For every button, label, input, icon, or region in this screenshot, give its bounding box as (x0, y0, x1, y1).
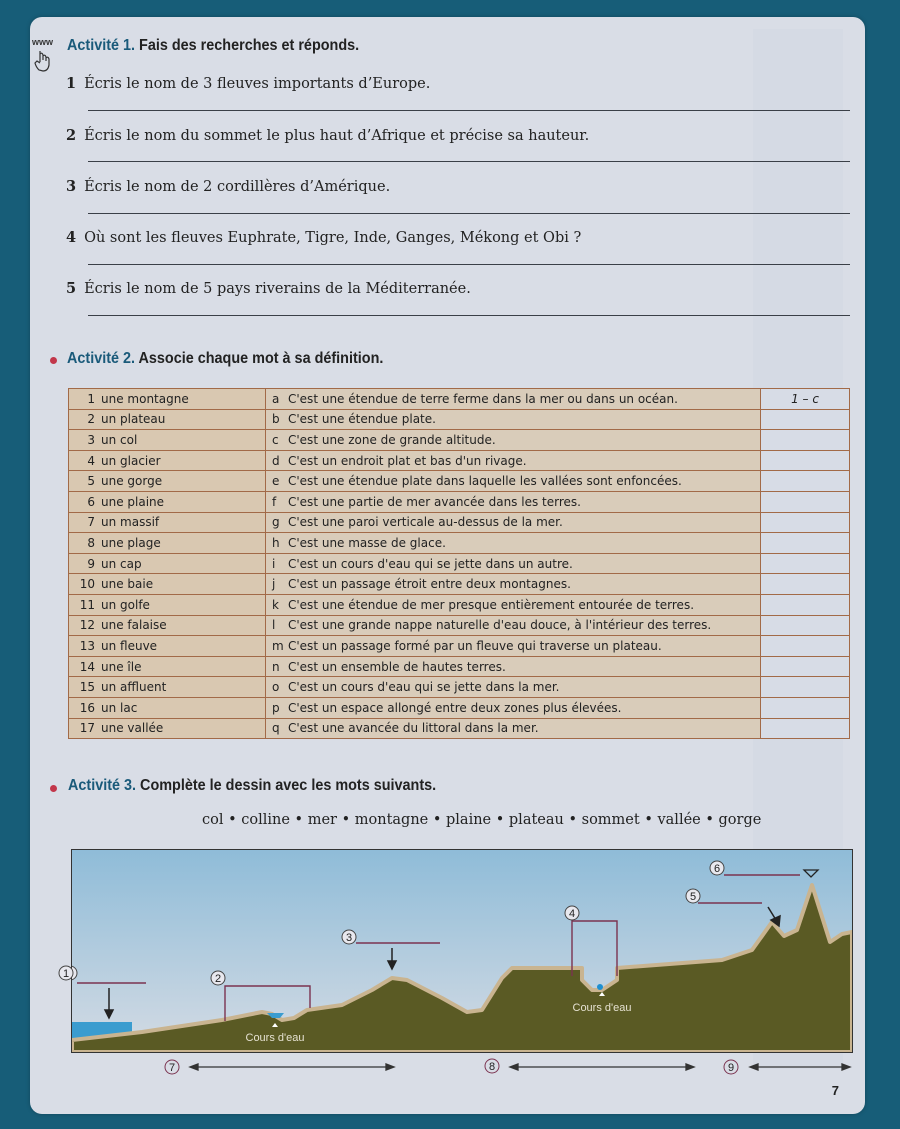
table-row (69, 389, 850, 410)
answer-cell[interactable] (761, 553, 850, 574)
relief-diagram (71, 849, 853, 1053)
answer-cell[interactable] (761, 594, 850, 615)
table-row (69, 677, 850, 698)
definition-letter: q (272, 721, 280, 736)
term-number: 12 (79, 618, 95, 633)
definition-letter: g (272, 515, 280, 530)
term-word: une plaine (101, 494, 165, 509)
definition-letter: o (272, 680, 280, 695)
definition-text: C'est une grande nappe naturelle d'eau douce, à l'intérieur des terres. (288, 618, 712, 633)
svg-text:Cours d'eau: Cours d'eau (572, 1002, 632, 1014)
activity3-title: Complète le dessin avec les mots suivants. (140, 777, 437, 794)
table-row (69, 430, 850, 451)
term-cell (69, 594, 266, 615)
answer-cell[interactable] (761, 656, 850, 677)
activity1-heading (67, 37, 359, 55)
activity2-title: Associe chaque mot à sa définition. (138, 350, 384, 367)
definition-text: C'est un passage formé par un fleuve qui traverse un plateau. (288, 638, 662, 653)
definition-text: C'est un passage étroit entre deux montagnes. (288, 577, 571, 592)
definition-text: C'est un endroit plat et bas d'un rivage. (288, 453, 527, 468)
term-word: un massif (101, 515, 160, 530)
table-row (69, 553, 850, 574)
table-row (69, 471, 850, 492)
term-cell (69, 677, 266, 698)
term-word: un affluent (101, 680, 167, 695)
term-number: 3 (87, 432, 95, 447)
answer-cell[interactable] (761, 574, 850, 595)
definition-cell (266, 491, 761, 512)
term-number: 10 (79, 577, 95, 592)
table-row (69, 491, 850, 512)
term-number: 8 (87, 535, 95, 550)
definition-cell (266, 677, 761, 698)
word-bank: col • colline • mer • montagne • plaine • plateau • sommet • vallée • gorge (202, 812, 762, 828)
term-number: 6 (87, 494, 95, 509)
table-row (69, 533, 850, 554)
term-number: 4 (87, 453, 95, 468)
answer-cell[interactable] (761, 718, 850, 739)
definition-text: C'est une étendue plate. (288, 412, 436, 427)
answer-cell[interactable] (761, 471, 850, 492)
svg-text:7: 7 (168, 1062, 176, 1074)
svg-text:8: 8 (488, 1061, 496, 1073)
table-row (69, 615, 850, 636)
answer-cell[interactable] (761, 636, 850, 657)
definition-cell (266, 697, 761, 718)
definition-text: C'est une partie de mer avancée dans les terres. (288, 494, 581, 509)
activity2-heading (67, 350, 383, 368)
definition-letter: l (272, 618, 276, 633)
definition-cell (266, 594, 761, 615)
definition-text: C'est un ensemble de hautes terres. (288, 659, 506, 674)
page-number: 7 (831, 1083, 839, 1098)
definition-cell (266, 636, 761, 657)
answer-line-5[interactable] (88, 315, 850, 316)
definition-text: C'est un cours d'eau qui se jette dans un autre. (288, 556, 573, 571)
term-number: 5 (87, 474, 95, 489)
definition-text: C'est une paroi verticale au-dessus de la mer. (288, 515, 563, 530)
table-row (69, 512, 850, 533)
bullet-icon (50, 785, 57, 792)
answer-cell[interactable] (761, 491, 850, 512)
svg-text:1: 1 (62, 968, 70, 980)
term-word: une baie (101, 577, 154, 592)
definition-text: C'est un espace allongé entre deux zones plus élevées. (288, 700, 622, 715)
definition-letter: e (272, 474, 280, 489)
svg-text:Cours d'eau: Cours d'eau (245, 1032, 305, 1044)
definition-text: C'est une étendue de mer presque entièrement entourée de terres. (288, 597, 695, 612)
definition-letter: b (272, 412, 280, 427)
term-word: un lac (101, 700, 138, 715)
table-row (69, 594, 850, 615)
definition-text: C'est une étendue de terre ferme dans la mer ou dans un océan. (288, 391, 678, 406)
term-number: 2 (87, 412, 95, 427)
term-cell (69, 409, 266, 430)
term-number: 16 (79, 700, 95, 715)
definition-text: C'est une masse de glace. (288, 535, 446, 550)
definition-cell (266, 409, 761, 430)
term-word: un golfe (101, 597, 150, 612)
definition-cell (266, 450, 761, 471)
table-row (69, 409, 850, 430)
question-3: 3 Écris le nom de 2 cordillères d’Amérique. (66, 178, 391, 195)
term-cell (69, 553, 266, 574)
term-cell (69, 389, 266, 410)
table-row (69, 574, 850, 595)
definition-letter: c (272, 432, 279, 447)
term-number: 14 (79, 659, 95, 674)
workbook-page (30, 17, 865, 1114)
definition-letter: m (272, 638, 284, 653)
table-row (69, 718, 850, 739)
term-number: 1 (87, 391, 95, 406)
definition-cell (266, 430, 761, 451)
question-5: 5 Écris le nom de 5 pays riverains de la Méditerranée. (66, 280, 471, 297)
definition-letter: p (272, 700, 280, 715)
definition-text: C'est un cours d'eau qui se jette dans la mer. (288, 680, 560, 695)
term-cell (69, 512, 266, 533)
answer-cell[interactable] (761, 615, 850, 636)
answer-cell[interactable] (761, 450, 850, 471)
answer-cell[interactable] (761, 533, 850, 554)
term-cell (69, 656, 266, 677)
term-cell (69, 471, 266, 492)
landscape-cross-section (72, 850, 852, 1052)
term-cell (69, 430, 266, 451)
question-4: 4 Où sont les fleuves Euphrate, Tigre, Inde, Ganges, Mékong et Obi ? (66, 229, 582, 246)
table-row (69, 636, 850, 657)
activity1-label: Activité 1. (67, 37, 136, 54)
definition-cell (266, 389, 761, 410)
svg-text:6: 6 (713, 863, 721, 875)
definition-letter: d (272, 453, 280, 468)
term-word: un cap (101, 556, 142, 571)
term-word: une plage (101, 535, 161, 550)
definition-cell (266, 656, 761, 677)
definition-cell (266, 471, 761, 492)
answer-cell[interactable] (761, 512, 850, 533)
definition-letter: j (272, 577, 276, 592)
term-word: une falaise (101, 618, 167, 633)
definition-letter: i (272, 556, 276, 571)
term-word: un plateau (101, 412, 166, 427)
term-word: un col (101, 432, 138, 447)
callout-1-badge (56, 963, 76, 983)
term-cell (69, 697, 266, 718)
term-cell (69, 450, 266, 471)
definition-letter: h (272, 535, 280, 550)
answer-cell[interactable] (761, 409, 850, 430)
term-cell (69, 636, 266, 657)
answer-cell[interactable] (761, 677, 850, 698)
svg-text:2: 2 (214, 973, 222, 985)
activity3-heading (68, 777, 436, 795)
definition-text: C'est une zone de grande altitude. (288, 432, 496, 447)
definition-letter: k (272, 597, 279, 612)
range-arrows (160, 1057, 860, 1077)
table-row (69, 697, 850, 718)
svg-text:9: 9 (727, 1062, 735, 1074)
answer-cell[interactable] (761, 697, 850, 718)
term-cell (69, 718, 266, 739)
definition-text: C'est une étendue plate dans laquelle les vallées sont enfoncées. (288, 474, 682, 489)
term-word: un glacier (101, 453, 161, 468)
table-row (69, 450, 850, 471)
term-number: 13 (79, 638, 95, 653)
question-1: 1 Écris le nom de 3 fleuves importants d’Europe. (66, 75, 431, 92)
pointing-hand-icon (34, 49, 56, 73)
term-cell (69, 615, 266, 636)
table-row (69, 656, 850, 677)
definition-cell (266, 512, 761, 533)
term-word: un fleuve (101, 638, 158, 653)
definition-cell (266, 718, 761, 739)
activity1-title: Fais des recherches et réponds. (139, 37, 360, 54)
term-word: une gorge (101, 474, 163, 489)
answer-line-1[interactable] (88, 110, 850, 111)
term-cell (69, 574, 266, 595)
answer-line-3[interactable] (88, 213, 850, 214)
activity2-label: Activité 2. (67, 350, 136, 367)
term-word: une île (101, 659, 142, 674)
definition-cell (266, 553, 761, 574)
activity3-label: Activité 3. (68, 777, 137, 794)
matching-table (68, 388, 850, 739)
term-cell (69, 491, 266, 512)
definition-text: C'est une avancée du littoral dans la mer. (288, 721, 539, 736)
term-number: 9 (87, 556, 95, 571)
svg-text:3: 3 (345, 932, 353, 944)
definition-cell (266, 615, 761, 636)
term-word: une montagne (101, 391, 189, 406)
answer-cell[interactable]: 1 – c (761, 389, 850, 410)
definition-letter: f (272, 494, 277, 509)
svg-text:5: 5 (689, 891, 697, 903)
term-word: une vallée (101, 721, 164, 736)
web-research-badge: www (32, 37, 54, 47)
svg-text:4: 4 (568, 908, 576, 920)
term-number: 15 (79, 680, 95, 695)
question-2: 2 Écris le nom du sommet le plus haut d’Afrique et précise sa hauteur. (66, 127, 590, 144)
answer-cell[interactable] (761, 430, 850, 451)
definition-cell (266, 574, 761, 595)
term-number: 7 (87, 515, 95, 530)
bullet-icon (50, 357, 57, 364)
answer-line-4[interactable] (88, 264, 850, 265)
term-cell (69, 533, 266, 554)
definition-letter: n (272, 659, 280, 674)
term-number: 11 (79, 597, 95, 612)
term-number: 17 (79, 721, 95, 736)
definition-letter: a (272, 391, 280, 406)
answer-line-2[interactable] (88, 161, 850, 162)
definition-cell (266, 533, 761, 554)
